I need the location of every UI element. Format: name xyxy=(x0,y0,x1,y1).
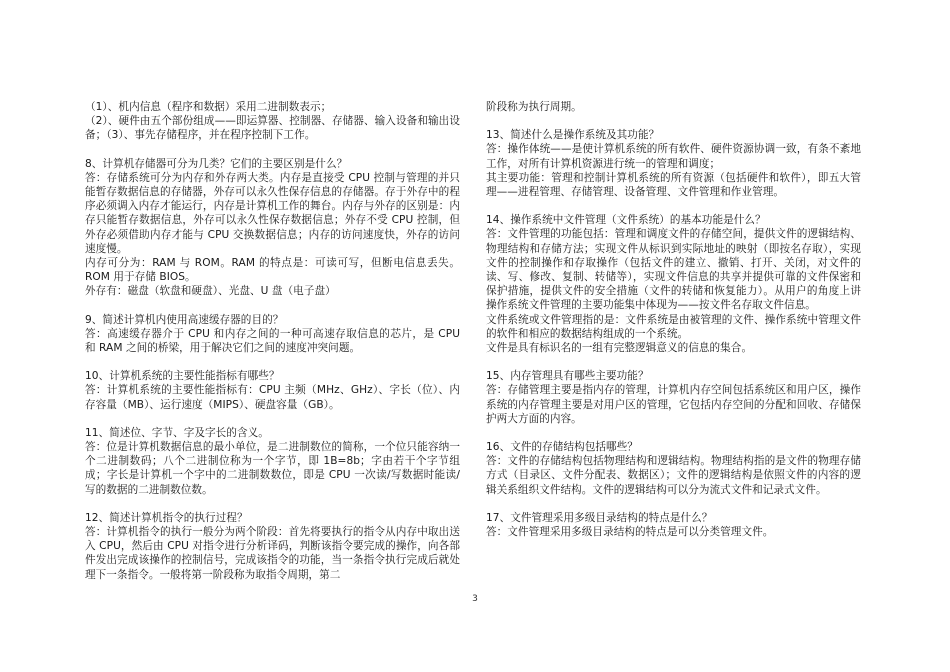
q11-question: 11、简述位、字节、字及字长的含义。 xyxy=(85,426,269,439)
q9-answer: 答：高速缓存器介于 CPU 和内存之间的一种可高速存取信息的芯片，是 CPU 和 RAM 之间的桥梁，用于解决它们之间的速度冲突问题。 xyxy=(85,327,460,355)
q8-answer-ram-rom: 内存可分为：RAM 与 ROM。RAM 的特点是：可读可写，但断电信息丢失。ROM 用于存储 BIOS。 xyxy=(85,257,460,284)
intro-line-1: （1）、机内信息（程序和数据）采用二进制数表示； xyxy=(85,101,332,113)
q10-answer: 答：计算机系统的主要性能指标有：CPU 主频（MHz、GHz）、字长（位）、内存容量（MB）、运行速度（MIPS）、硬盘容量（GB）。 xyxy=(85,384,460,411)
q13-answer-functions: 其主要功能：管理和控制计算机系统的所有资源（包括硬件和软件），即五大管理——进程管理、存储管理、设备管理、文件管理和作业管理。 xyxy=(486,171,861,199)
q9-question: 9、简述计算机内使用高速缓存器的目的？ xyxy=(85,313,284,326)
q14-question: 14、操作系统中文件管理（文件系统）的基本功能是什么？ xyxy=(486,214,766,227)
q15-question: 15、内存管理具有哪些主要功能？ xyxy=(486,370,649,383)
q16-question: 16、文件的存储结构包括哪些？ xyxy=(486,441,638,454)
q8-question: 8、计算机存储器可分为几类？它们的主要区别是什么？ xyxy=(85,157,348,170)
q17-question: 17、文件管理采用多级目录结构的特点是什么？ xyxy=(486,511,713,524)
q13-question: 13、简述什么是操作系统及其功能？ xyxy=(486,129,660,142)
q8-answer: 答：存储系统可分为内存和外存两大类。内存是直接受 CPU 控制与管理的并只能暂存数据信息的存储器，外存可以永久性保存信息的存储器。存于外存中的程序必须调入内存才能运行，内存是计算机工作的舞台。内存与外存的区别是：内存只能暂存数据信息，外存可以永久性保存数据信息；外存不受 CPU 控制，但外存必须借助内存才能与 CPU 交换数据信息；内存的访问速度快，外存的访问速度慢。 xyxy=(85,171,460,255)
right-column xyxy=(486,100,861,539)
q14-answer: 答：文件管理的功能包括：管理和调度文件的存储空间，提供文件的逻辑结构、物理结构和存储方法；实现文件从标识到实际地址的映射（即按名存取），实现文件的控制操作和存取操作（包括文件的建立、撤销、打开、关闭，对文件的读、写、修改、复制、转储等），实现文件信息的共享并提供可靠的文件保密和保护措施，提供文件的安全措施（文件的转储和恢复能力）。从用户的角度上讲操作系统文件管理的主要功能集中体现为——按文件名存取文件信息。 xyxy=(486,228,861,312)
q12-question: 12、简述计算机指令的执行过程？ xyxy=(85,511,248,524)
page-number: 3 xyxy=(472,594,478,604)
q17-answer: 答：文件管理采用多级目录结构的特点是可以分类管理文件。 xyxy=(486,526,774,539)
q8-answer-external: 外存有：磁盘（软盘和硬盘）、光盘、U 盘（电子盘） xyxy=(85,285,336,298)
intro-line-2: （2）、硬件由五个部份组成——即运算器、控制器、存储器、输入设备和输出设备；（3）、事先存储程序，并在程序控制下工作。 xyxy=(85,115,460,142)
q14-answer-file-definition: 文件是具有标识名的一组有完整逻辑意义的信息的集合。 xyxy=(486,342,753,355)
q10-question: 10、计算机系统的主要性能指标有哪些？ xyxy=(85,370,280,383)
q15-answer: 答：存储管理主要是指内存的管理，计算机内存空间包括系统区和用户区，操作系统的内存管理主要是对用户区的管理，它包括内存空间的分配和回收、存储保护两大方面的内容。 xyxy=(486,384,861,425)
q12-answer: 答：计算机指令的执行一般分为两个阶段：首先将要执行的指令从内存中取出送入 CPU，然后由 CPU 对指令进行分析译码，判断该指令要完成的操作，向各部件发出完成该操作的控制信号，完成该指令的功能，当一条指令执行完成后就处理下一条指令。一般将第一阶段称为取指令周期，第二 xyxy=(85,526,460,581)
q13-answer: 答：操作体统——是使计算机系统的所有软件、硬件资源协调一致，有条不紊地工作，对所有计算机资源进行统一的管理和调度； xyxy=(486,143,861,170)
left-column xyxy=(85,100,460,582)
q11-answer: 答：位是计算机数据信息的最小单位，是二进制数位的简称，一个位只能容纳一个二进制数码；八个二进制位称为一个字节，即 1B=8b；字由若干个字节组成；字长是计算机一个字中的二进制数数位，即是 CPU 一次读/写数据时能读/写的数据的二进制数位数。 xyxy=(85,441,460,496)
q16-answer: 答：文件的存储结构包括物理结构和逻辑结构。物理结构指的是文件的物理存储方式（目录区、文件分配表、数据区）；文件的逻辑结构是依照文件的内容的逻辑关系组织文件结构。文件的逻辑结构可以分为流式文件和记录式文件。 xyxy=(486,455,861,496)
q14-answer-file-system: 文件系统或文件管理指的是：文件系统是由被管理的文件、操作系统中管理文件的软件和相应的数据结构组成的一个系统。 xyxy=(486,313,861,340)
q12-answer-continuation: 阶段称为执行周期。 xyxy=(486,101,582,113)
